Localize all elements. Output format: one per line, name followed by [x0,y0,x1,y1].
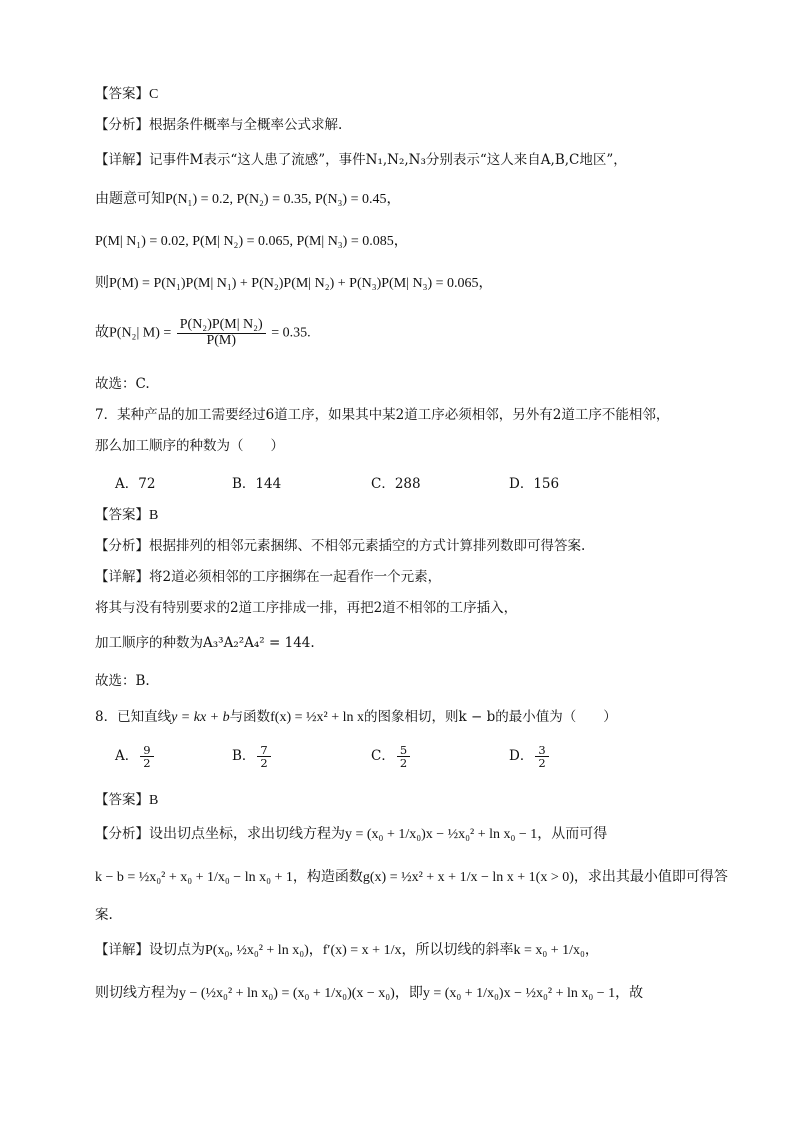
option-letter: B． [232,748,256,765]
q7-options [0,472,794,494]
q6-analysis-line [95,117,342,133]
option-fraction [535,744,548,769]
q8-option-b [232,744,273,769]
q7-detail-line-1 [95,569,441,585]
q7-conclusion: 故选：B. [95,673,150,689]
fraction-denominator: 2 [260,756,268,771]
q7-answer-line [95,507,158,525]
option-fraction [140,744,153,769]
fraction-numerator: 7 [257,744,270,757]
detail-5-suffix: = 0.35. [271,325,311,341]
q7-detail-line-3: 加工顺序的种数为A₃³A₂²A₄² = 144. [95,635,315,651]
option-fraction [257,744,270,769]
detail-text: 将2道必须相邻的工序捆绑在一起看作一个元素， [149,569,442,585]
q8-line-equation: y = kx + b [171,710,230,725]
fraction-numerator: P(N₂)P(M| N₂) [177,318,266,334]
fraction-denominator: 2 [399,756,408,771]
q8-answer-line [95,792,158,810]
analysis-text: 根据排列的相邻元素捆绑、不相邻元素插空的方式计算排列数即可得答案. [149,538,586,554]
q6-detail-line-2: 由题意可知P(N₁) = 0.2, P(N₂) = 0.35, P(N₃) = 0.45， [95,192,401,207]
q8-stem-suffix: 的图象相切，则k − b的最小值为（ ） [364,709,617,725]
answer-value: C [149,87,159,102]
q7-analysis-line [95,538,585,554]
detail-tag: 【详解】 [95,942,149,958]
analysis-tag: 【分析】 [95,117,149,133]
q8-stem [95,709,617,727]
q7-option-a: A．72 [115,476,156,492]
analysis-tag: 【分析】 [95,826,149,842]
detail-text: 记事件M表示“这人患了流感”，事件N₁,N₂,N₃分别表示“这人来自A,B,C地区”， [149,152,627,168]
q7-option-c: C．288 [371,476,421,492]
answer-value: B [149,793,159,808]
analysis-text: 设出切点坐标，求出切线方程为y = (x₀ + 1/x₀)x − ½x₀² + ln x₀ − 1，从而可得 [149,827,608,842]
fraction-numerator: 3 [535,744,548,757]
q8-function: f(x) = ½x² + ln x [270,710,365,725]
answer-tag: 【答案】 [95,792,149,808]
q6-answer-line [95,86,158,104]
q8-detail-line-2: 则切线方程为y − (½x₀² + ln x₀) = (x₀ + 1/x₀)(x − x₀)，即y = (x₀ + 1/x₀)x − ½x₀² + ln x₀ − 1，故 [95,986,644,1001]
q8-options [0,744,794,784]
q7-detail-line-2: 将其与没有特别要求的2道工序排成一排，再把2道不相邻的工序插入， [95,600,518,616]
q8-analysis-line-3: 案. [95,907,113,923]
q8-stem-mid: 与函数 [229,709,271,725]
analysis-text: 根据条件概率与全概率公式求解. [149,117,343,133]
fraction-numerator: 5 [397,744,410,757]
option-fraction [397,744,410,769]
detail-text: 设切点为P(x₀, ½x₀² + ln x₀)，f′(x) = x + 1/x，所以切线的斜率k = x₀ + 1/x₀， [149,943,599,958]
answer-value: B [149,508,159,523]
q8-option-d [509,744,551,769]
detail-5-prefix: 故P(N₂| M) = [95,325,172,341]
q8-stem-prefix: 8．已知直线 [95,709,172,725]
q7-option-b: B．144 [232,476,282,492]
q6-detail-line-4: 则P(M) = P(N₁)P(M| N₁) + P(N₂)P(M| N₂) + P(N₃)P(M| N₃) = 0.065， [95,276,493,291]
detail-tag: 【详解】 [95,569,149,585]
analysis-tag: 【分析】 [95,538,149,554]
q8-analysis-line-2: k − b = ½x₀² + x₀ + 1/x₀ − ln x₀ + 1，构造函数g(x) = ½x² + x + 1/x − ln x + 1(x > 0)，求出其最小值即可得答 [95,870,728,885]
conditional-probability-fraction [177,318,266,348]
q6-detail-line-3: P(M| N₁) = 0.02, P(M| N₂) = 0.065, P(M| N₃) = 0.085， [95,234,408,249]
option-letter: D． [509,748,534,765]
option-letter: A． [115,748,139,765]
fraction-denominator: P(M) [206,332,237,348]
fraction-denominator: 2 [143,756,151,771]
option-letter: C． [371,748,395,765]
q8-option-c [371,744,412,769]
answer-tag: 【答案】 [95,86,149,102]
fraction-denominator: 2 [538,756,546,771]
q7-stem-line-2: 那么加工顺序的种数为（ ） [95,438,284,454]
q8-detail-line-1 [95,942,599,960]
answer-tag: 【答案】 [95,507,149,523]
q7-stem-line-1: 7．某种产品的加工需要经过6道工序，如果其中某2道工序必须相邻，另外有2道工序不能相邻， [95,407,670,423]
q6-conclusion: 故选：C. [95,376,150,392]
fraction-numerator: 9 [140,744,153,757]
q6-detail-line-1 [95,152,627,168]
detail-tag: 【详解】 [95,152,149,168]
q8-option-a [115,744,156,769]
q7-option-d: D．156 [509,476,560,492]
q8-analysis-line-1 [95,826,607,844]
q6-detail-line-5 [95,318,311,348]
